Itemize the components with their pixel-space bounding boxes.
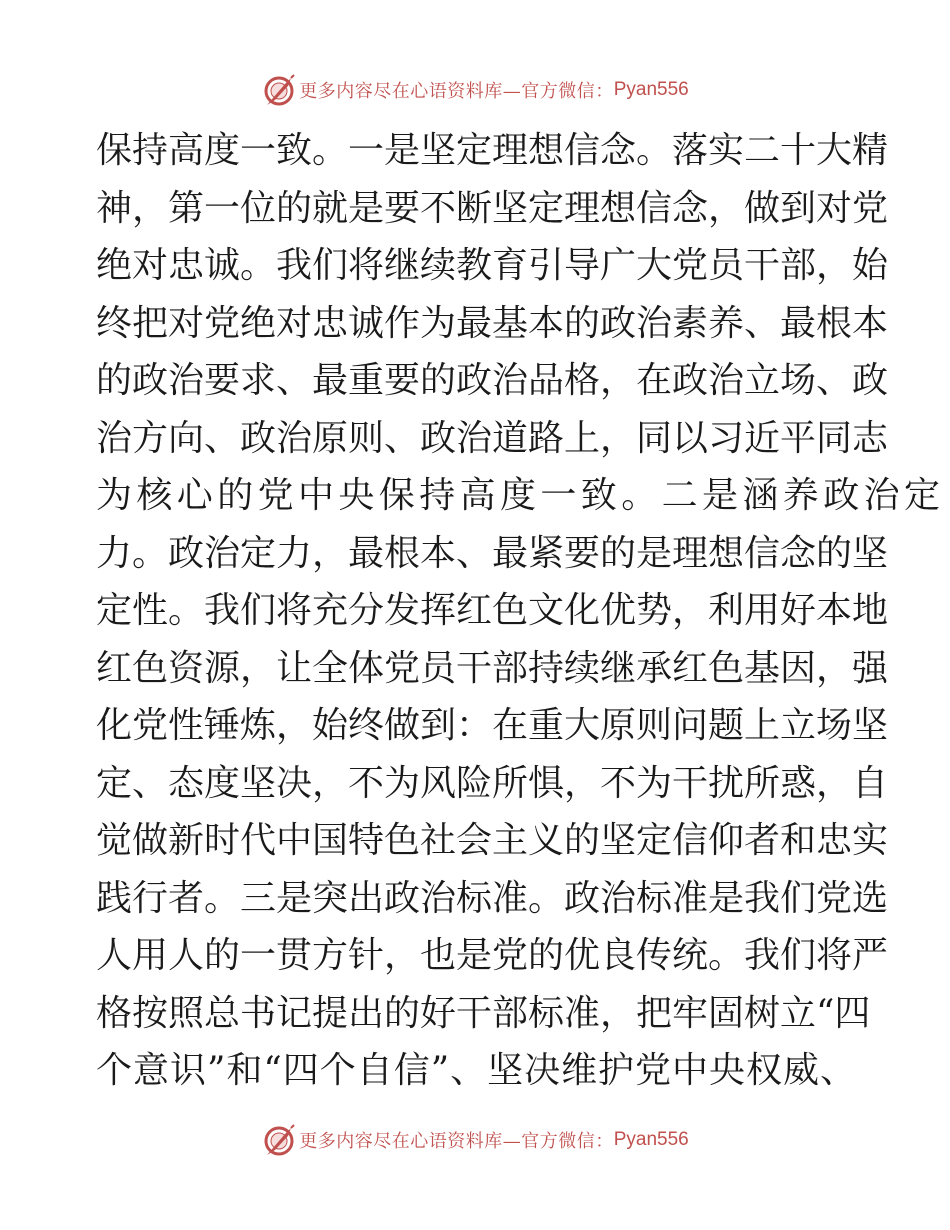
- body-line: 为核心的党中央保持高度一致。二是涵养政治定: [96, 475, 945, 516]
- body-line: 践行者。三是突出政治标准。政治标准是我们党选: [96, 877, 889, 919]
- body-line: 治方向、政治原则、政治道路上，同以习近平同志: [96, 417, 889, 459]
- quill-pen-icon: [261, 1122, 297, 1158]
- footer-banner: [0, 1118, 950, 1162]
- banner-wechat-handle: Pyan556: [613, 1129, 689, 1150]
- body-line: 定性。我们将充分发挥红色文化优势，利用好本地: [96, 590, 889, 631]
- banner-text: 更多内容尽在心语资料库—官方微信：: [299, 1131, 614, 1152]
- body-line: 神，第一位的就是要不断坚定理想信念，做到对党: [96, 187, 889, 229]
- body-line: 个意识”和“四个自信”、坚决维护党中央权威、: [96, 1050, 856, 1091]
- body-line: 绝对忠诚。我们将继续教育引导广大党员干部，始: [96, 245, 889, 286]
- body-line: 保持高度一致。一是坚定理想信念。落实二十大精: [96, 130, 889, 171]
- body-line: 格按照总书记提出的好干部标准，把牢固树立“四: [96, 992, 871, 1034]
- document-body: [96, 122, 945, 1100]
- body-line: 化党性锤炼，始终做到：在重大原则问题上立场坚: [96, 705, 889, 746]
- body-line: 人用人的一贯方针，也是党的优良传统。我们将严: [96, 935, 889, 976]
- body-line: 的政治要求、最重要的政治品格，在政治立场、政: [96, 360, 889, 401]
- body-line: 觉做新时代中国特色社会主义的坚定信仰者和忠实: [96, 820, 889, 861]
- banner-wechat-handle: Pyan556: [613, 79, 689, 100]
- body-line: 终把对党绝对忠诚作为最基本的政治素养、最根本: [96, 302, 889, 344]
- header-banner: [0, 68, 950, 112]
- body-line: 力。政治定力，最根本、最紧要的是理想信念的坚: [96, 532, 889, 574]
- banner-text: 更多内容尽在心语资料库—官方微信：: [299, 81, 614, 102]
- body-line: 定、态度坚决，不为风险所惧，不为干扰所惑，自: [96, 762, 889, 804]
- quill-pen-icon: [261, 72, 297, 108]
- body-line: 红色资源，让全体党员干部持续继承红色基因，强: [96, 647, 889, 689]
